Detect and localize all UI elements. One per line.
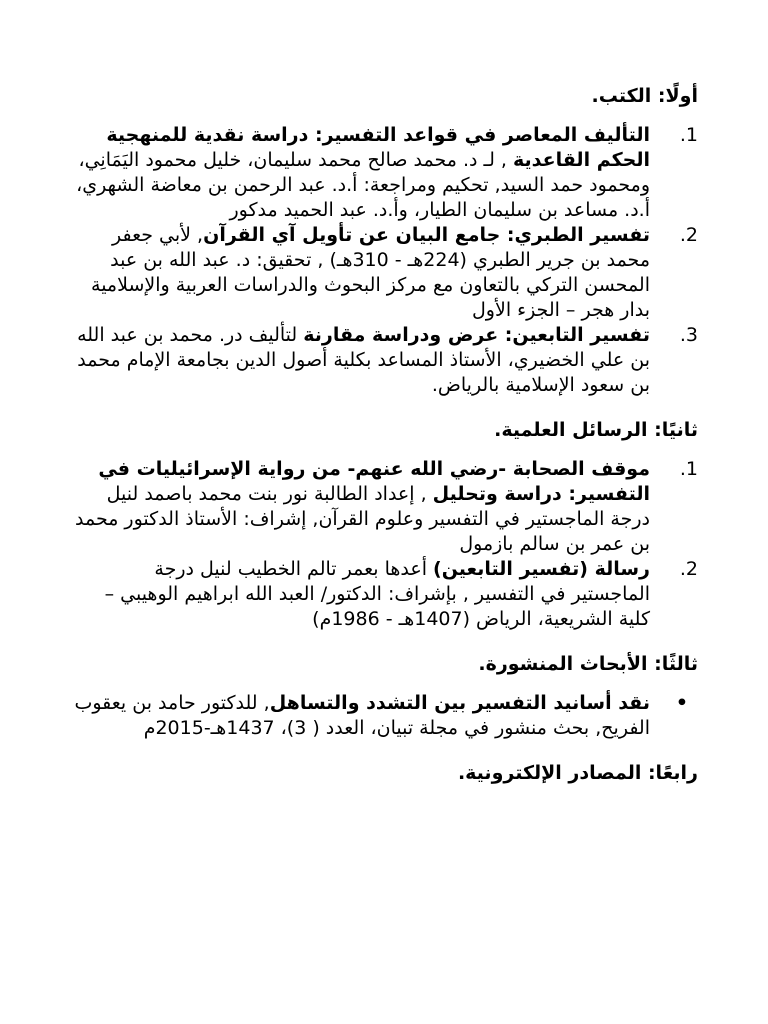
reference-list: [70, 123, 698, 398]
bibliography-page: [70, 84, 698, 800]
list-number: 3.: [679, 324, 698, 346]
reference-details: أعدها بعمر تالم الخطيب لنيل درجة الماجستير في التفسير , بإشراف: الدكتور/ العبد الله ابراهيم الوهيبي – كلية الشريعية، الرياض (1407هـ - 1986م): [104, 558, 650, 630]
section-theses: [70, 418, 698, 632]
reference-list: [70, 457, 698, 632]
reference-title: نقد أسانيد التفسير بين التشدد والتساهل: [269, 692, 650, 714]
bullet-icon: •: [675, 692, 689, 714]
section-electronic-sources: [70, 761, 698, 786]
section-published-research: [70, 652, 698, 741]
reference-item: [70, 123, 698, 223]
list-number: 2.: [679, 224, 698, 246]
list-number: 2.: [679, 558, 698, 580]
reference-title: التأليف المعاصر في قواعد التفسير: دراسة نقدية للمنهجية الحكم القاعدية: [106, 124, 650, 171]
reference-details: , لأبي جعفر محمد بن جرير الطبري (224هـ - 310هـ) , تحقيق: د. عبد الله بن عبد المحسن التركي بالتعاون مع مركز البحوث والدراسات العربية والإسلامية بدار هجر – الجزء الأول: [91, 224, 650, 321]
reference-item: [70, 691, 698, 741]
list-number: 1.: [679, 124, 698, 146]
reference-details: , إعداد الطالبة نور بنت محمد باصمد لنيل درجة الماجستير في التفسير وعلوم القرآن, إشراف: الأستاذ الدكتور محمد بن عمر بن سالم بازمول: [74, 483, 650, 555]
reference-details: , للدكتور حامد بن يعقوب الفريح, بحث منشور في مجلة تبيان، العدد ( 3)، 1437هـ-2015م: [74, 692, 650, 739]
section-books: [70, 84, 698, 398]
reference-item: [70, 223, 698, 323]
reference-title: تفسير التابعين: عرض ودراسة مقارنة: [303, 324, 650, 346]
reference-details: لتأليف در. محمد بن عبد الله بن علي الخضيري، الأستاذ المساعد بكلية أصول الدين بجامعة الإمام محمد بن سعود الإسلامية بالرياض.: [77, 324, 650, 396]
section-heading: ثالثًا: الأبحاث المنشورة.: [478, 653, 698, 675]
reference-title: موقف الصحابة -رضي الله عنهم- من رواية الإسرائيليات في التفسير: دراسة وتحليل: [98, 458, 650, 505]
reference-title: رسالة (تفسير التابعين): [433, 558, 650, 580]
section-heading: رابعًا: المصادر الإلكترونية.: [457, 762, 698, 784]
section-heading: أولًا: الكتب.: [591, 85, 698, 107]
reference-item: [70, 457, 698, 557]
reference-item: [70, 323, 698, 398]
reference-title: تفسير الطبري: جامع البيان عن تأويل آي القرآن: [203, 224, 650, 246]
reference-details: , لـ د. محمد صالح محمد سليمان، خليل محمود اليَمَانِي، ومحمود حمد السيد, تحكيم ومراجعة: أ.د. عبد الرحمن بن معاضة الشهري، أ.د. مساعد بن سليمان الطيار، وأ.د. عبد الحميد مدكور: [76, 149, 650, 221]
reference-list: [70, 691, 698, 741]
list-number: 1.: [679, 458, 698, 480]
section-heading: ثانيًا: الرسائل العلمية.: [494, 419, 698, 441]
reference-item: [70, 557, 698, 632]
